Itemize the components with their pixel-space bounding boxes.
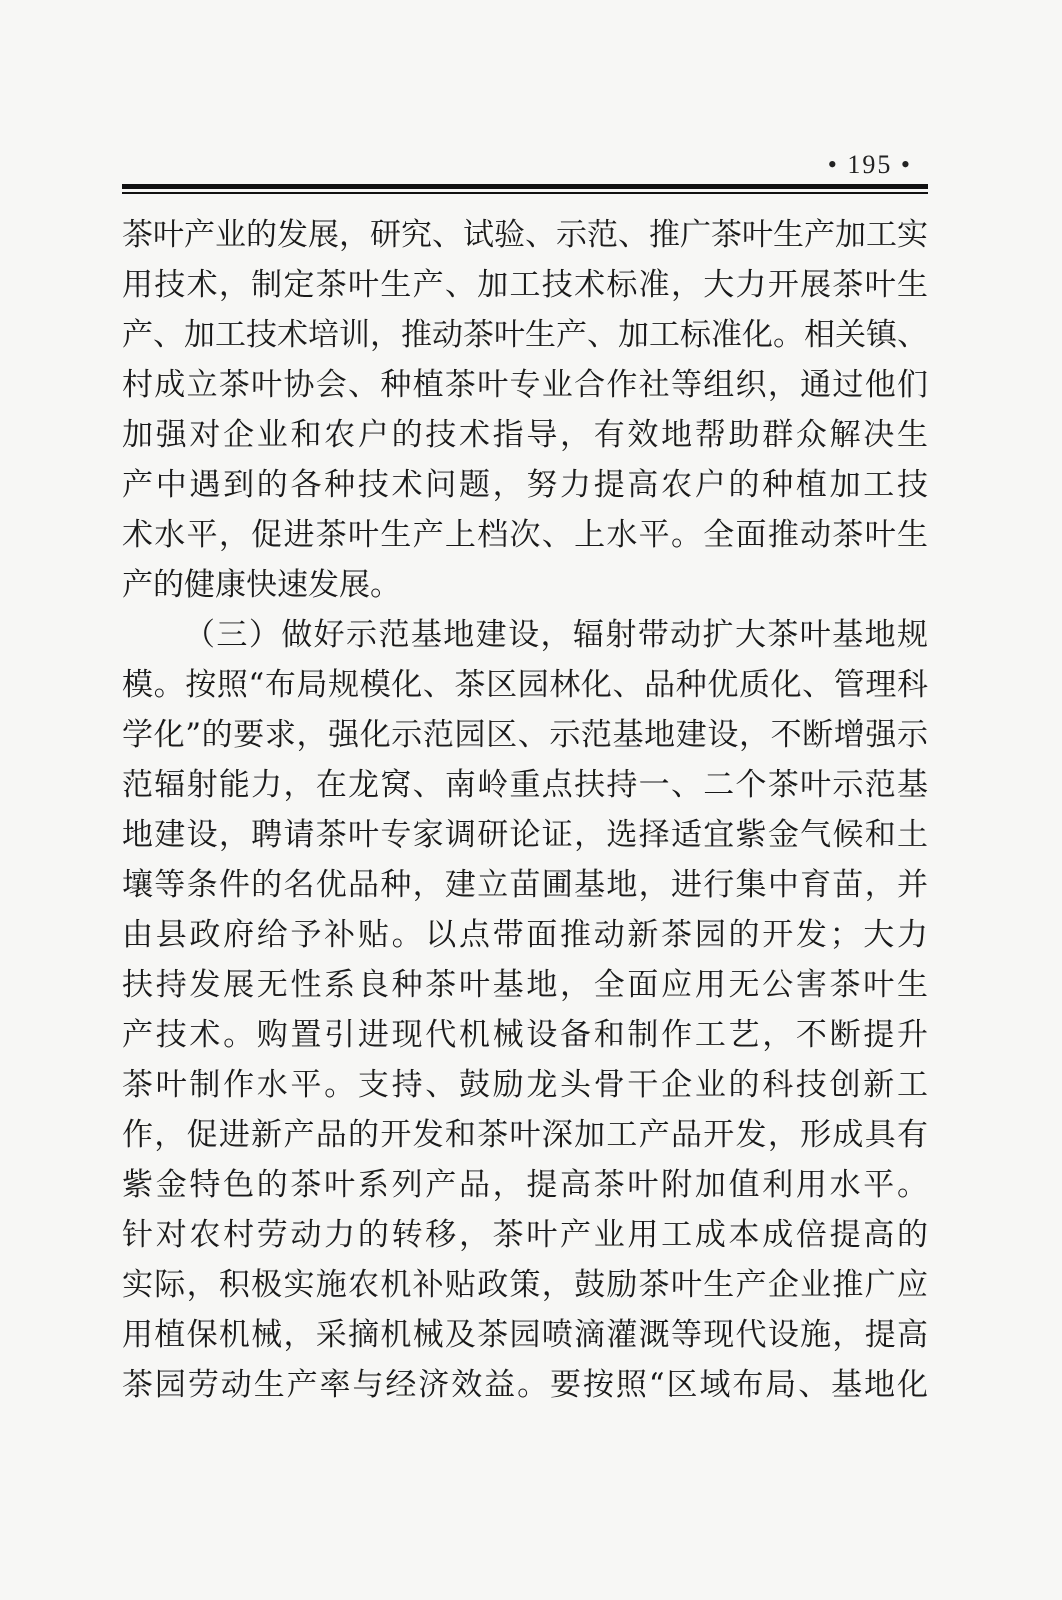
text-line: 实际，积极实施农机补贴政策，鼓励茶叶生产企业推广应 <box>122 1267 928 1303</box>
text-line: 由县政府给予补贴。以点带面推动新茶园的开发；大力 <box>122 917 928 953</box>
text-line: 扶持发展无性系良种茶叶基地，全面应用无公害茶叶生 <box>122 967 928 1003</box>
text-line: 产、加工技术培训，推动茶叶生产、加工标准化。相关镇、 <box>122 317 928 353</box>
text-line: 茶叶制作水平。支持、鼓励龙头骨干企业的科技创新工 <box>122 1067 928 1103</box>
text-line: 范辐射能力，在龙窝、南岭重点扶持一、二个茶叶示范基 <box>122 767 928 803</box>
text-line: 茶叶产业的发展，研究、试验、示范、推广茶叶生产加工实 <box>122 217 928 253</box>
text-line: 紫金特色的茶叶系列产品，提高茶叶附加值利用水平。 <box>122 1167 928 1203</box>
text-line: （三）做好示范基地建设，辐射带动扩大茶叶基地规 <box>184 617 928 653</box>
text-line: 用技术，制定茶叶生产、加工技术标准，大力开展茶叶生 <box>122 267 928 303</box>
page-number: • 195 • <box>827 150 912 179</box>
header-rule-thick <box>122 184 928 189</box>
body-text <box>122 210 928 1410</box>
text-line: 产技术。购置引进现代机械设备和制作工艺，不断提升 <box>122 1017 928 1053</box>
text-line: 作，促进新产品的开发和茶叶深加工产品开发，形成具有 <box>122 1117 928 1153</box>
text-line: 模。按照“布局规模化、茶区园林化、品种优质化、管理科 <box>122 667 928 703</box>
text-line: 学化”的要求，强化示范园区、示范基地建设，不断增强示 <box>122 717 928 753</box>
text-line: 壤等条件的名优品种，建立苗圃基地，进行集中育苗，并 <box>122 867 928 903</box>
text-line: 茶园劳动生产率与经济效益。要按照“区域布局、基地化 <box>122 1367 928 1403</box>
text-line: 术水平，促进茶叶生产上档次、上水平。全面推动茶叶生 <box>122 517 928 553</box>
text-line: 地建设，聘请茶叶专家调研论证，选择适宜紫金气候和土 <box>122 817 928 853</box>
text-line: 产的健康快速发展。 <box>122 567 401 603</box>
text-line: 用植保机械，采摘机械及茶园喷滴灌溉等现代设施，提高 <box>122 1317 928 1353</box>
text-line: 村成立茶叶协会、种植茶叶专业合作社等组织，通过他们 <box>122 367 928 403</box>
text-line: 针对农村劳动力的转移，茶叶产业用工成本成倍提高的 <box>122 1217 928 1253</box>
text-line: 产中遇到的各种技术问题，努力提高农户的种植加工技 <box>122 467 928 503</box>
header-rule-thin <box>122 192 928 194</box>
text-line: 加强对企业和农户的技术指导，有效地帮助群众解决生 <box>122 417 928 453</box>
